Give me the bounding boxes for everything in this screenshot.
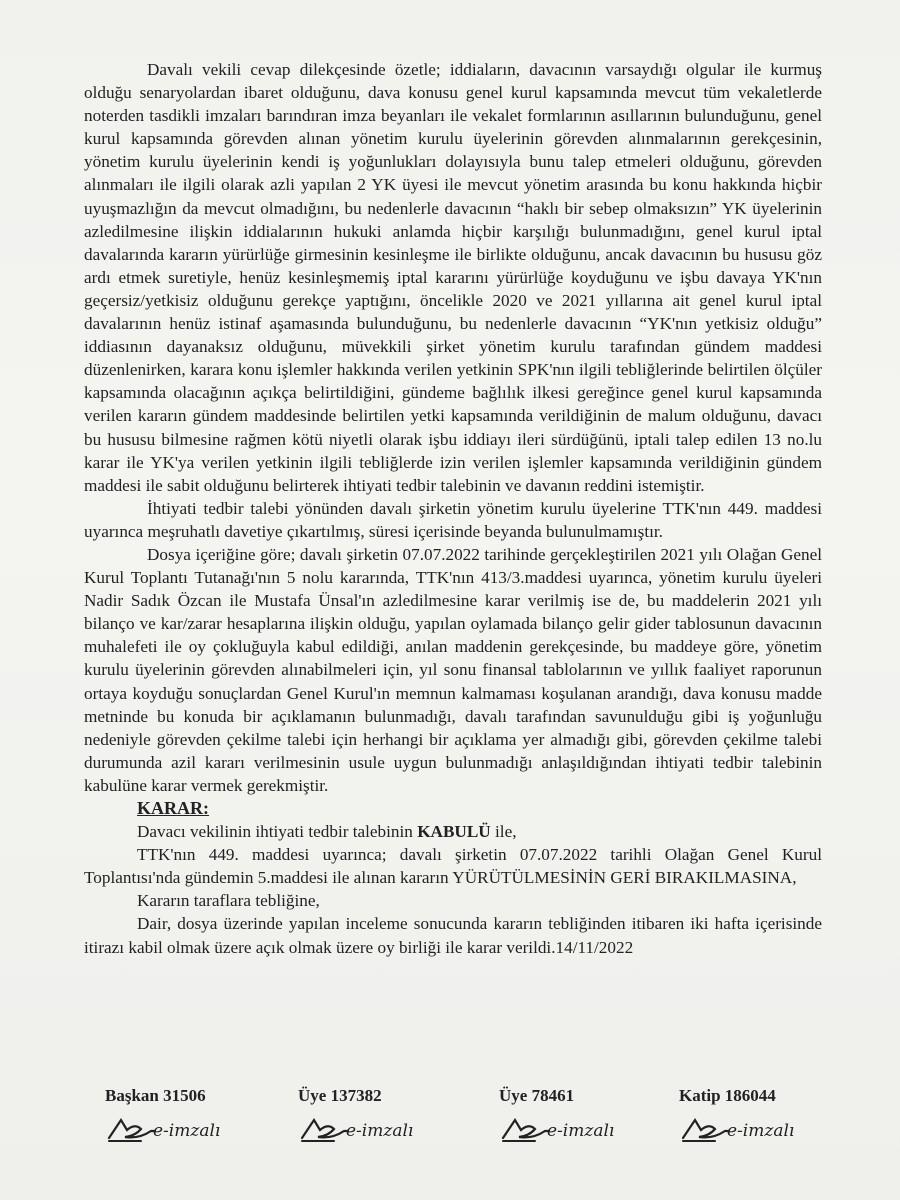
signature-block	[0, 1086, 900, 1156]
signature-label-clerk: Katip 186044	[679, 1086, 776, 1105]
e-signature-text: e-imzalı	[727, 1121, 795, 1141]
acceptance-keyword: KABULÜ	[417, 822, 491, 842]
e-signature-icon	[499, 1114, 639, 1146]
signature-president	[105, 1086, 295, 1146]
e-signature-text: e-imzalı	[547, 1121, 615, 1141]
defendant-response-paragraph: Davalı vekili cevap dilekçesinde özetle; iddiaların, davacının varsaydığı olgular ile kurmuş olduğu senaryolardan ibaret olduğunu, dava konusu genel kurul kapsamında mevcut tüm vekaletlerde noterden tasdikli imzaları barındıran imza beyanları ile vekalet formlarının asıllarının bulunduğunu, genel kurul kapsamında görevden alınan yönetim kurulu üyelerinin görevden alınmalarının gerekçesinin, yönetim kurulu üyelerinin kendi iş yoğunlukları dolayısıyla bunu talep etmeleri olduğunu, görevden alınmaları ile ilgili olarak azli yapılan 2 YK üyesi ile mevcut yönetim arasında bu konu hakkında hiçbir uyuşmazlığın da mevcut olmadığını, bu nedenlerle davacının “haklı bir sebep olmaksızın” YK üyelerinin azledilmesine ilişkin iddialarının hukuki anlamda hiçbir karşılığı bulunmadığını, genel kurul iptal davalarında kararın yürürlüğe girmesinin kesinleşme ile birlikte olduğunu, ancak davacının bu hususu göz ardı etmek suretiyle, henüz kesinleşmemiş iptal kararını yürürlüğe koyduğunu ve işbu davaya YK'nın geçersiz/yetkisiz olduğunu gerekçe yaptığını, öncelikle 2020 ve 2021 yıllarına ait genel kurul iptal davalarının henüz istinaf aşamasında bulunduğunu, bu nedenlerle davacının “YK'nın yetkisiz olduğu” iddiasının dayanaksız olduğunu, müvekkili şirket yönetim kurulu tarafından gündem maddesi düzenlenirken, karara konu işlemler hakkında verilen yetkinin SPK'nın ilgili tebliğlerinde belirtilen ölçüler kapsamında olacağının açıkça belirtildiğini, gündeme bağlılık ilkesi gereğince genel kurul kapsamında verilen kararın gündem maddesinde belirtilen yetki kapsamında verildiğinin de malum olduğunu, davacı bu hususu bilmesine rağmen kötü niyetli olarak işbu iddiayı ileri sürdüğünü, iptali talep edilen 13 no.lu karar ile YK'ya verilen yetkinin ilgili tebliğlerde izin verilen işlemler kapsamında verildiğinin gündem maddesi ile sabit olduğunu belirterek ihtiyati tedbir talebinin ve davanın reddini istemiştir.	[84, 60, 822, 495]
signature-label-member-2: Üye 78461	[499, 1086, 575, 1105]
e-signature-text: e-imzalı	[153, 1121, 221, 1141]
decision-line-acceptance	[84, 820, 822, 843]
e-signature-icon	[679, 1114, 819, 1146]
signature-member-1	[298, 1086, 488, 1146]
decision-body	[84, 58, 822, 959]
file-review-paragraph: Dosya içeriğine göre; davalı şirketin 07.07.2022 tarihinde gerçekleştirilen 2021 yılı Olağan Genel Kurul Toplantı Tutanağı'nın 5 nolu kararında, TTK'nın 413/3.maddesi uyarınca, yönetim kurulu üyeleri Nadir Sadık Özcan ile Mustafa Ünsal'ın azledilmesine karar verilmiş ise de, bu maddelerin 2021 yılı bilanço ve kar/zarar hesaplarına ilişkin olduğu, yapılan oylamada bilanço gelir gider tablosunun davacının muhalefeti ile oy çokluğuyla kabul edildiği, anılan maddenin gerekçesinde, bu maddeye göre, yönetim kurulu üyelerinin görevden alınabilmeleri için, yıl sonu finansal tablolarının ve yıllık faaliyet raporunun ortaya koyduğu sonuçlardan Genel Kurul'ın memnun kalmaması koşulanan arandığı, dava konusu madde metninde bu konuda bir açıklamanın bulunmadığı, davalı tarafından savunulduğu gibi iş yoğunluğu nedeniyle görevden çekilme talebi için herhangi bir açıklama yer almadığı gibi, görevden çekilme talebi durumunda azil kararı verilmesinin usule uygun bulunmadığı anlaşıldığından ihtiyati tedbir talebinin kabulüne karar vermek gerekmiştir.	[84, 544, 822, 795]
signature-label-member-1: Üye 137382	[298, 1086, 382, 1105]
e-signature-text: e-imzalı	[346, 1121, 414, 1141]
decision-item-suspension: TTK'nın 449. maddesi uyarınca; davalı şirketin 07.07.2022 tarihli Olağan Genel Kurul Toplantısı'nda gündemin 5.maddesi ile alınan kararın YÜRÜTÜLMESİNİN GERİ BIRAKILMASINA,	[84, 845, 822, 888]
decision-line-acceptance-post: ile,	[490, 822, 517, 842]
e-signature-icon	[105, 1114, 245, 1146]
signature-label-president: Başkan 31506	[105, 1086, 206, 1105]
decision-item-final-statement: Dair, dosya üzerinde yapılan inceleme sonucunda kararın tebliğinden itibaren iki hafta içerisinde itirazı kabil olmak üzere açık olmak üzere oy birliği ile karar verildi.14/11/2022	[84, 914, 822, 957]
e-signature-icon	[298, 1114, 438, 1146]
signature-member-2	[499, 1086, 689, 1146]
decision-heading: KARAR:	[137, 798, 209, 818]
signature-clerk	[679, 1086, 869, 1146]
injunction-notice-paragraph: İhtiyati tedbir talebi yönünden davalı şirketin yönetim kurulu üyelerine TTK'nın 449. maddesi uyarınca meşruhatlı davetiye çıkartılmış, süresi içerisinde beyanda bulunulmamıştır.	[84, 498, 822, 541]
decision-item-notification: Kararın taraflara tebliğine,	[137, 891, 320, 911]
decision-line-acceptance-pre: Davacı vekilinin ihtiyati tedbir talebinin	[137, 822, 418, 842]
